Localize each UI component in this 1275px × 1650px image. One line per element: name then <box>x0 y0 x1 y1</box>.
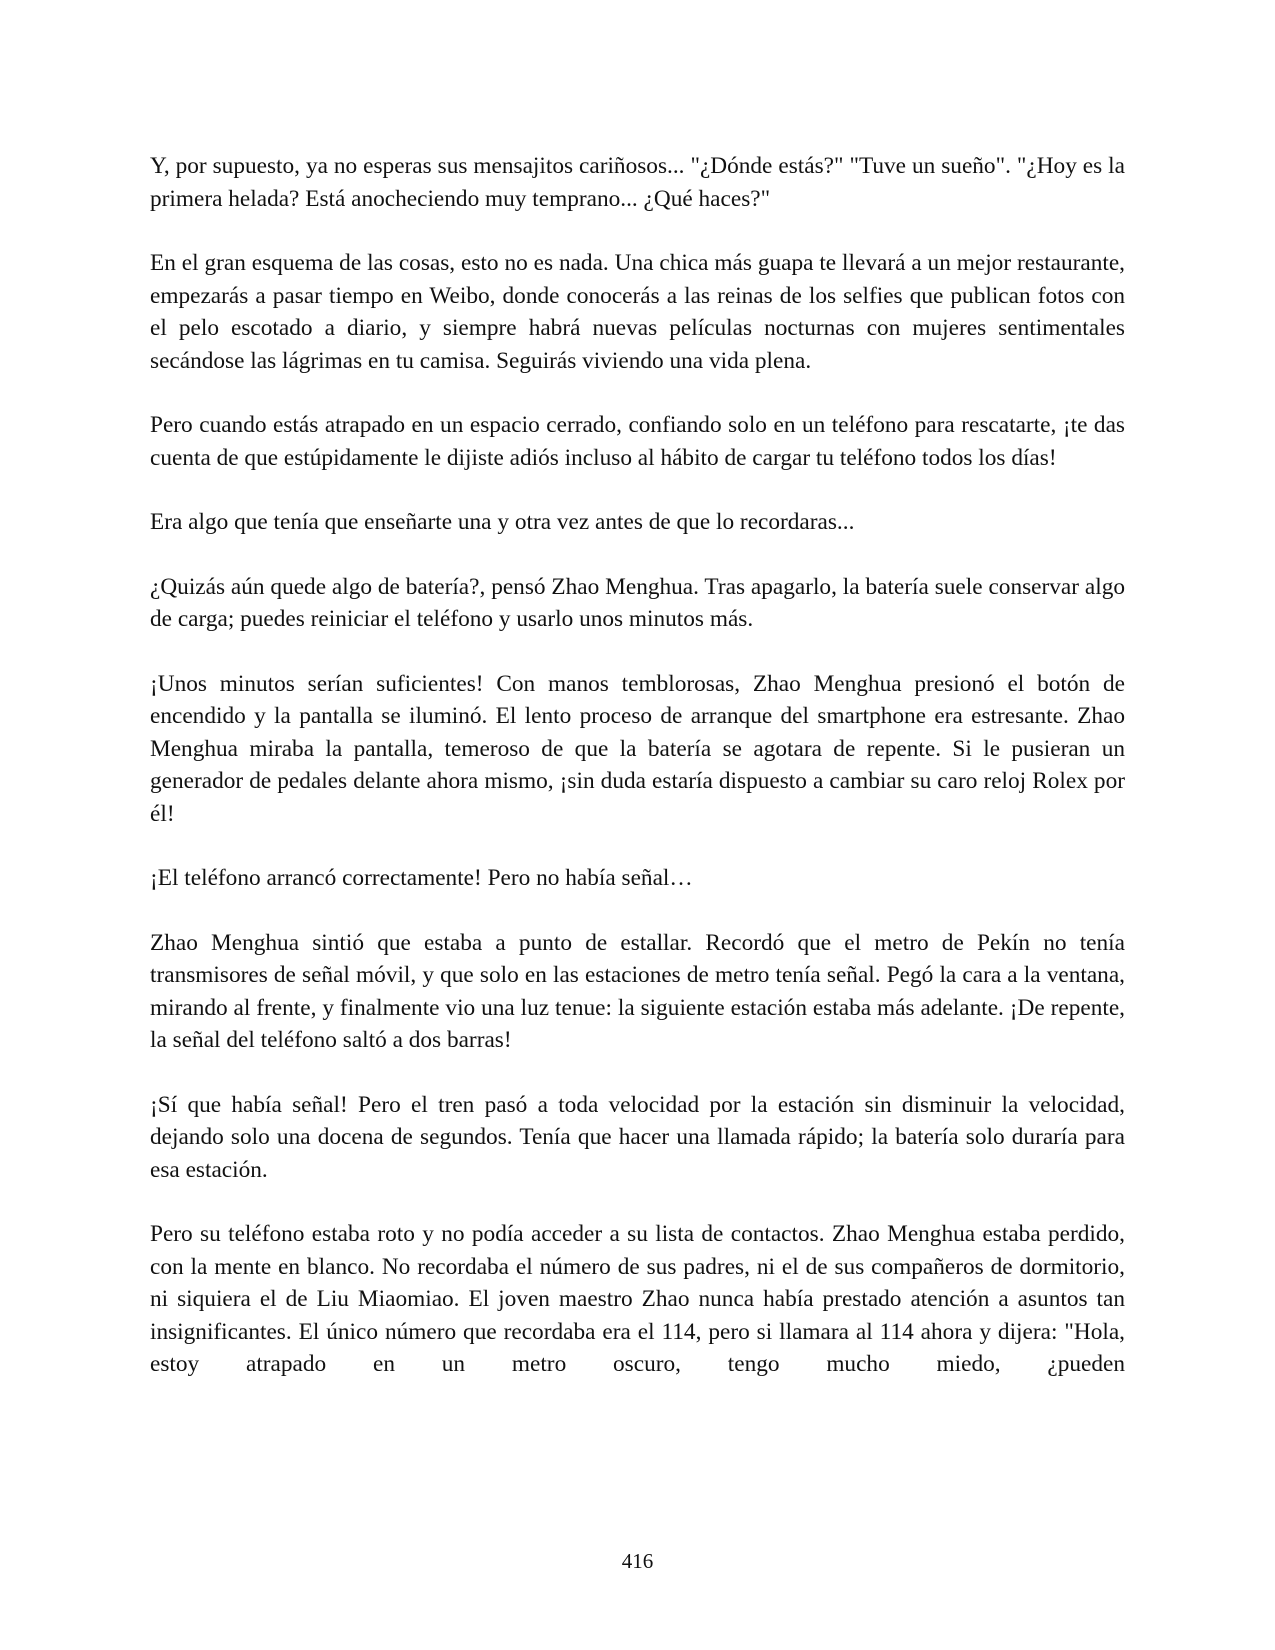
paragraph: En el gran esquema de las cosas, esto no es nada. Una chica más guapa te llevará a un mejor restaurante, empezarás a pasar tiempo en Weibo, donde conocerás a las reinas de los selfies que publican fotos con el pelo escotado a diario, y siempre habrá nuevas películas nocturnas con mujeres sentimentales secándose las lágrimas en tu camisa. Seguirás viviendo una vida plena. <box>150 250 1125 374</box>
body-text <box>150 150 1125 1381</box>
paragraph: ¡Unos minutos serían suficientes! Con manos temblorosas, Zhao Menghua presionó el botón de encendido y la pantalla se iluminó. El lento proceso de arranque del smartphone era estresante. Zhao Menghua miraba la pantalla, temeroso de que la batería se agotara de repente. Si le pusieran un generador de pedales delante ahora mismo, ¡sin duda estaría dispuesto a cambiar su caro reloj Rolex por él! <box>150 670 1125 827</box>
paragraph: Zhao Menghua sintió que estaba a punto de estallar. Recordó que el metro de Pekín no tenía transmisores de señal móvil, y que solo en las estaciones de metro tenía señal. Pegó la cara a la ventana, mirando al frente, y finalmente vio una luz tenue: la siguiente estación estaba más adelante. ¡De repente, la señal del teléfono saltó a dos barras! <box>150 929 1125 1053</box>
paragraph: ¡Sí que había señal! Pero el tren pasó a toda velocidad por la estación sin disminuir la velocidad, dejando solo una docena de segundos. Tenía que hacer una llamada rápido; la batería solo duraría para esa estación. <box>150 1091 1125 1183</box>
paragraph: ¡El teléfono arrancó correctamente! Pero no había señal… <box>150 865 693 891</box>
paragraph: Pero cuando estás atrapado en un espacio cerrado, confiando solo en un teléfono para rescatarte, ¡te das cuenta de que estúpidamente le dijiste adiós incluso al hábito de cargar tu teléfono todos los días! <box>150 412 1125 471</box>
paragraph: Y, por supuesto, ya no esperas sus mensajitos cariñosos... "¿Dónde estás?" "Tuve un sueño". "¿Hoy es la primera helada? Está anocheciendo muy temprano... ¿Qué haces?" <box>150 153 1125 212</box>
paragraph: Era algo que tenía que enseñarte una y otra vez antes de que lo recordaras... <box>150 509 855 535</box>
paragraph: Pero su teléfono estaba roto y no podía acceder a su lista de contactos. Zhao Menghua estaba perdido, con la mente en blanco. No recordaba el número de sus padres, ni el de sus compañeros de dormitorio, ni siquiera el de Liu Miaomiao. El joven maestro Zhao nunca había prestado atención a asuntos tan insignificantes. El único número que recordaba era el 114, pero si llamara al 114 ahora y dijera: "Hola, estoy atrapado en un metro oscuro, tengo mucho miedo, ¿pueden <box>150 1221 1125 1377</box>
page-number: 416 <box>621 1549 654 1573</box>
paragraph: ¿Quizás aún quede algo de batería?, pensó Zhao Menghua. Tras apagarlo, la batería suele conservar algo de carga; puedes reiniciar el teléfono y usarlo unos minutos más. <box>150 573 1125 632</box>
